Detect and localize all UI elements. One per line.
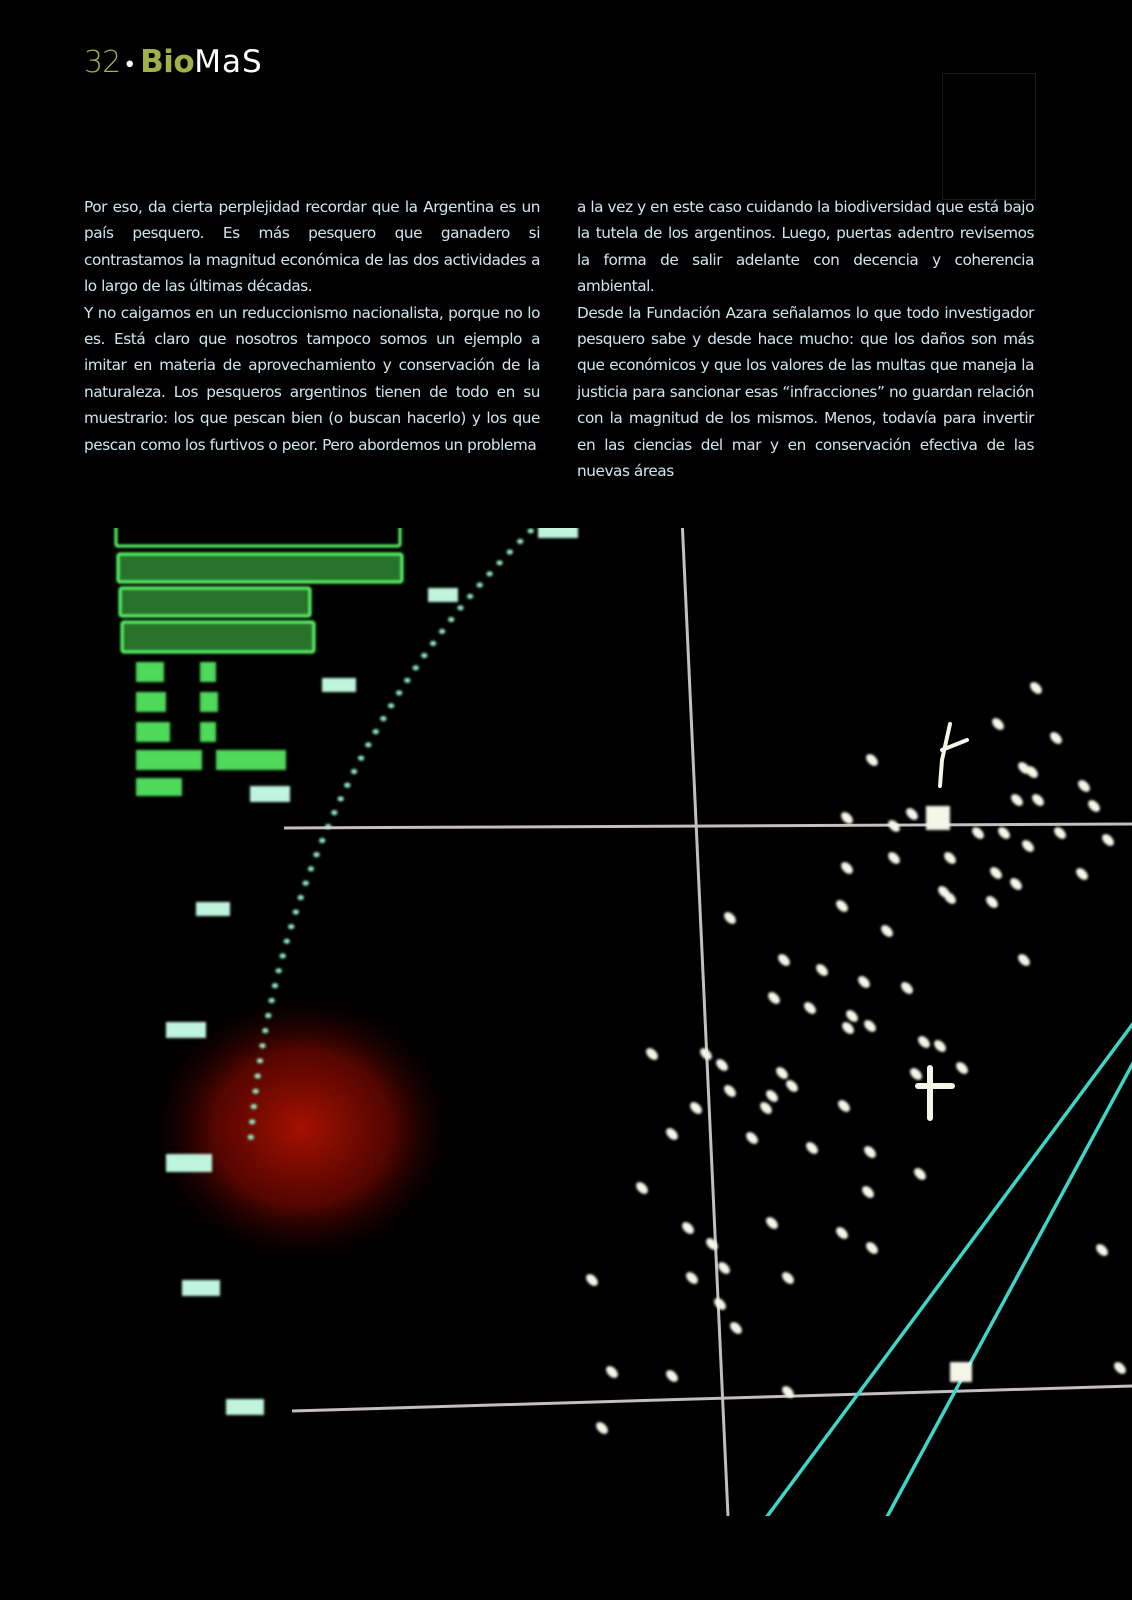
brand-logo-mas: MaS bbox=[194, 44, 263, 80]
ring-dot bbox=[251, 1104, 257, 1109]
ring-dot bbox=[344, 783, 350, 788]
ring-dot bbox=[421, 653, 427, 658]
ring-dot bbox=[486, 571, 492, 576]
paragraph: Y no caigamos en un reduccionismo nacionalista, porque no lo es. Está claro que nosotros tampoco somos un ejemplo a imitar en materia de aprovechamiento y conservación de la naturaleza. Los pesqueros argentinos tienen de todo en su muestrario: los que pescan bien (o buscan hacerlo) y los que pescan como los furtivos o peor. Pero abordemos un problema bbox=[84, 303, 540, 454]
ring-dot bbox=[351, 769, 357, 774]
ring-dot bbox=[268, 998, 274, 1003]
ring-dot bbox=[288, 924, 294, 929]
brand-logo-bio: Bio bbox=[140, 44, 195, 80]
ring-dot bbox=[280, 953, 286, 958]
ring-dot bbox=[448, 617, 454, 622]
ring-dot bbox=[477, 582, 483, 587]
ring-dot bbox=[284, 939, 290, 944]
article-column-left bbox=[84, 194, 540, 458]
page-header bbox=[84, 44, 263, 88]
ring-dot bbox=[259, 1043, 265, 1048]
ring-dot bbox=[404, 678, 410, 683]
ring-dot bbox=[249, 1119, 255, 1124]
ring-dot bbox=[248, 1135, 254, 1140]
ring-dot bbox=[507, 549, 513, 554]
page-number: 32 bbox=[84, 45, 121, 80]
ring-dot bbox=[380, 716, 386, 721]
ring-dot bbox=[457, 605, 463, 610]
ring-dot bbox=[293, 909, 299, 914]
ring-dot bbox=[528, 528, 534, 533]
ring-dot bbox=[303, 881, 309, 886]
ring-dot bbox=[388, 703, 394, 708]
paragraph: a la vez y en este caso cuidando la biodiversidad que está bajo la tutela de los argentinos. Luego, puertas adentro revisemos la forma de salir adelante con decencia y coherencia ambiental. bbox=[577, 198, 1034, 296]
ring-dot bbox=[276, 968, 282, 973]
ring-dot bbox=[373, 729, 379, 734]
radar-screen-photo bbox=[112, 528, 1132, 1516]
ring-dot bbox=[358, 756, 364, 761]
paragraph: Desde la Fundación Azara señalamos lo que todo investigador pesquero sabe y desde hace mucho: que los daños son más que económicos y que los valores de las multas que maneja la justicia para sancionar esas “infracciones” no guardan relación con la magnitud de los mismos. Menos, todavía para invertir en las ciencias del mar y en conservación efectiva de las nuevas áreas bbox=[577, 303, 1034, 481]
ring-dot bbox=[496, 560, 502, 565]
ring-dot bbox=[262, 1028, 268, 1033]
ring-dot bbox=[252, 1089, 258, 1094]
ring-dot bbox=[338, 796, 344, 801]
radar-echo-large bbox=[950, 1362, 972, 1382]
separator-dot: • bbox=[123, 53, 137, 78]
ring-dot bbox=[439, 629, 445, 634]
ring-dot bbox=[265, 1013, 271, 1018]
ring-dot bbox=[257, 1058, 263, 1063]
ring-dot bbox=[308, 866, 314, 871]
ring-dot bbox=[430, 641, 436, 646]
article-column-right bbox=[577, 194, 1034, 484]
ring-dot bbox=[255, 1073, 261, 1078]
paragraph: Por eso, da cierta perplejidad recordar que la Argentina es un país pesquero. Es más pesquero que ganadero si contrastamos la magnitud económica de las dos actividades a lo largo de las últimas décadas. bbox=[84, 198, 540, 296]
ring-dot bbox=[517, 539, 523, 544]
ring-dot bbox=[319, 838, 325, 843]
ring-dot bbox=[467, 594, 473, 599]
ring-dot bbox=[396, 690, 402, 695]
radar-echo-large bbox=[926, 806, 950, 830]
ring-dot bbox=[313, 852, 319, 857]
ring-dot bbox=[331, 810, 337, 815]
ring-dot bbox=[272, 983, 278, 988]
ring-dot bbox=[365, 742, 371, 747]
ring-dot bbox=[413, 665, 419, 670]
ring-dot bbox=[298, 895, 304, 900]
decorative-frame bbox=[942, 73, 1036, 200]
